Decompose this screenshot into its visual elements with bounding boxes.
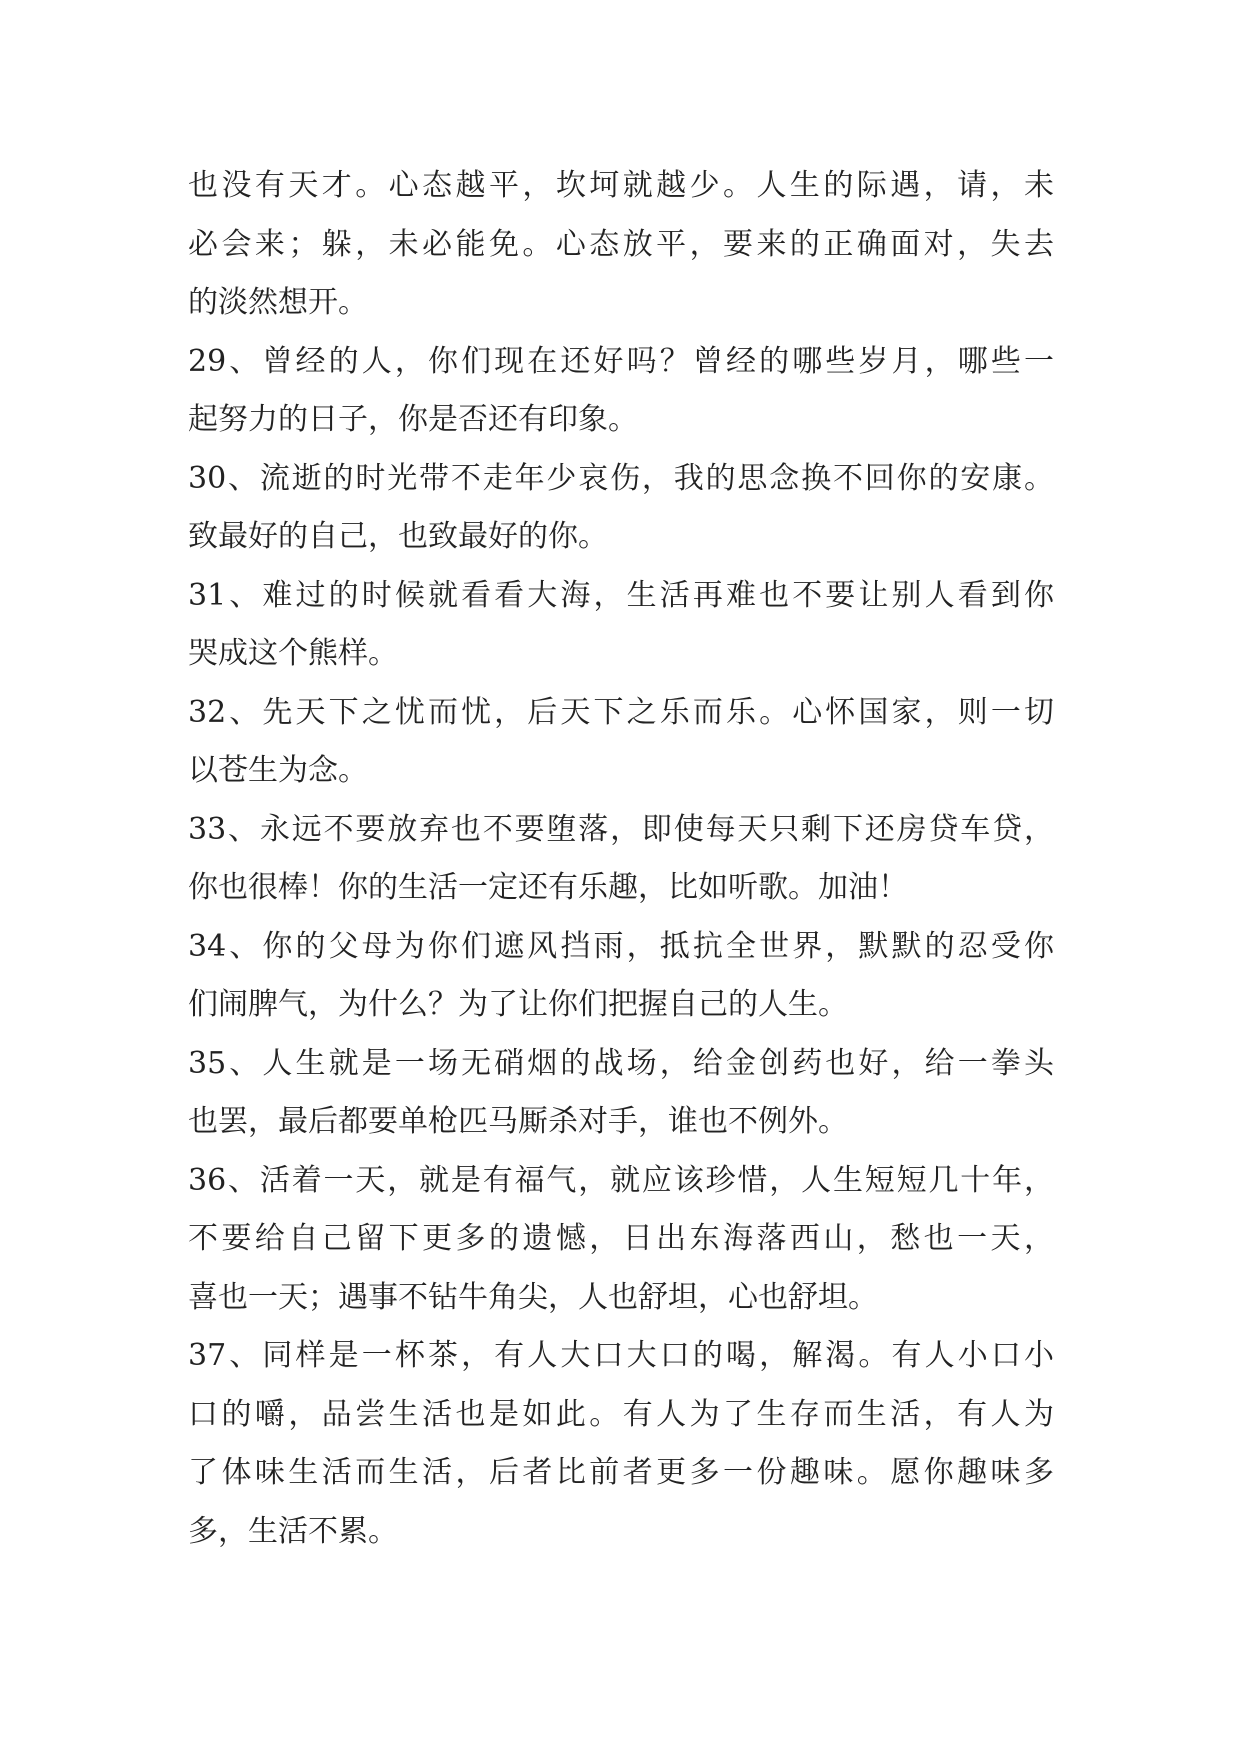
paragraph-32 bbox=[188, 684, 1054, 801]
text-line: 致最好的自己，也致最好的你。 bbox=[188, 519, 608, 554]
text-line: 你也很棒！你的生活一定还有乐趣，比如听歌。加油！ bbox=[188, 870, 908, 905]
paragraph-34 bbox=[188, 918, 1054, 1035]
text-line: 33、永远不要放弃也不要堕落，即使每天只剩下还房贷车贷， bbox=[188, 811, 1054, 847]
paragraph-37 bbox=[188, 1327, 1054, 1561]
text-line: 31、难过的时候就看看大海，生活再难也不要让别人看到你 bbox=[188, 577, 1054, 613]
text-line: 也没有天才。心态越平，坎坷就越少。人生的际遇，请，未 bbox=[188, 168, 1054, 203]
text-line: 必会来；躲，未必能免。心态放平，要来的正确面对，失去 bbox=[188, 226, 1054, 262]
text-line: 29、曾经的人，你们现在还好吗？曾经的哪些岁月，哪些一 bbox=[188, 343, 1054, 379]
text-line: 的淡然想开。 bbox=[188, 285, 368, 320]
text-line: 也罢，最后都要单枪匹马厮杀对手，谁也不例外。 bbox=[188, 1104, 848, 1139]
text-line: 34、你的父母为你们遮风挡雨，抵抗全世界，默默的忍受你 bbox=[188, 928, 1054, 964]
text-line: 了体味生活而生活，后者比前者更多一份趣味。愿你趣味多 bbox=[188, 1455, 1054, 1490]
text-line: 多，生活不累。 bbox=[188, 1513, 398, 1549]
text-line: 喜也一天；遇事不钻牛角尖，人也舒坦，心也舒坦。 bbox=[188, 1279, 878, 1315]
text-line: 32、先天下之忧而忧，后天下之乐而乐。心怀国家，则一切 bbox=[188, 694, 1054, 730]
paragraph-31 bbox=[188, 567, 1054, 684]
text-line: 哭成这个熊样。 bbox=[188, 636, 398, 671]
text-line: 30、流逝的时光带不走年少哀伤，我的思念换不回你的安康。 bbox=[188, 460, 1054, 496]
paragraph-30 bbox=[188, 450, 1054, 567]
text-line: 36、活着一天，就是有福气，就应该珍惜，人生短短几十年， bbox=[188, 1162, 1054, 1198]
paragraph-29 bbox=[188, 333, 1054, 450]
text-line: 37、同样是一杯茶，有人大口大口的喝，解渴。有人小口小 bbox=[188, 1338, 1054, 1373]
text-line: 以苍生为念。 bbox=[188, 753, 368, 788]
text-line: 不要给自己留下更多的遗憾，日出东海落西山，愁也一天， bbox=[188, 1221, 1054, 1256]
text-line: 们闹脾气，为什么？为了让你们把握自己的人生。 bbox=[188, 987, 848, 1022]
paragraph-28-continued bbox=[188, 157, 1054, 333]
text-line: 口的嚼，品尝生活也是如此。有人为了生存而生活，有人为 bbox=[188, 1396, 1054, 1432]
paragraph-36 bbox=[188, 1152, 1054, 1328]
paragraph-33 bbox=[188, 801, 1054, 918]
text-line: 35、人生就是一场无硝烟的战场，给金创药也好，给一拳头 bbox=[188, 1045, 1054, 1081]
paragraph-35 bbox=[188, 1035, 1054, 1152]
text-line: 起努力的日子，你是否还有印象。 bbox=[188, 402, 638, 437]
body-text bbox=[188, 157, 1054, 1561]
